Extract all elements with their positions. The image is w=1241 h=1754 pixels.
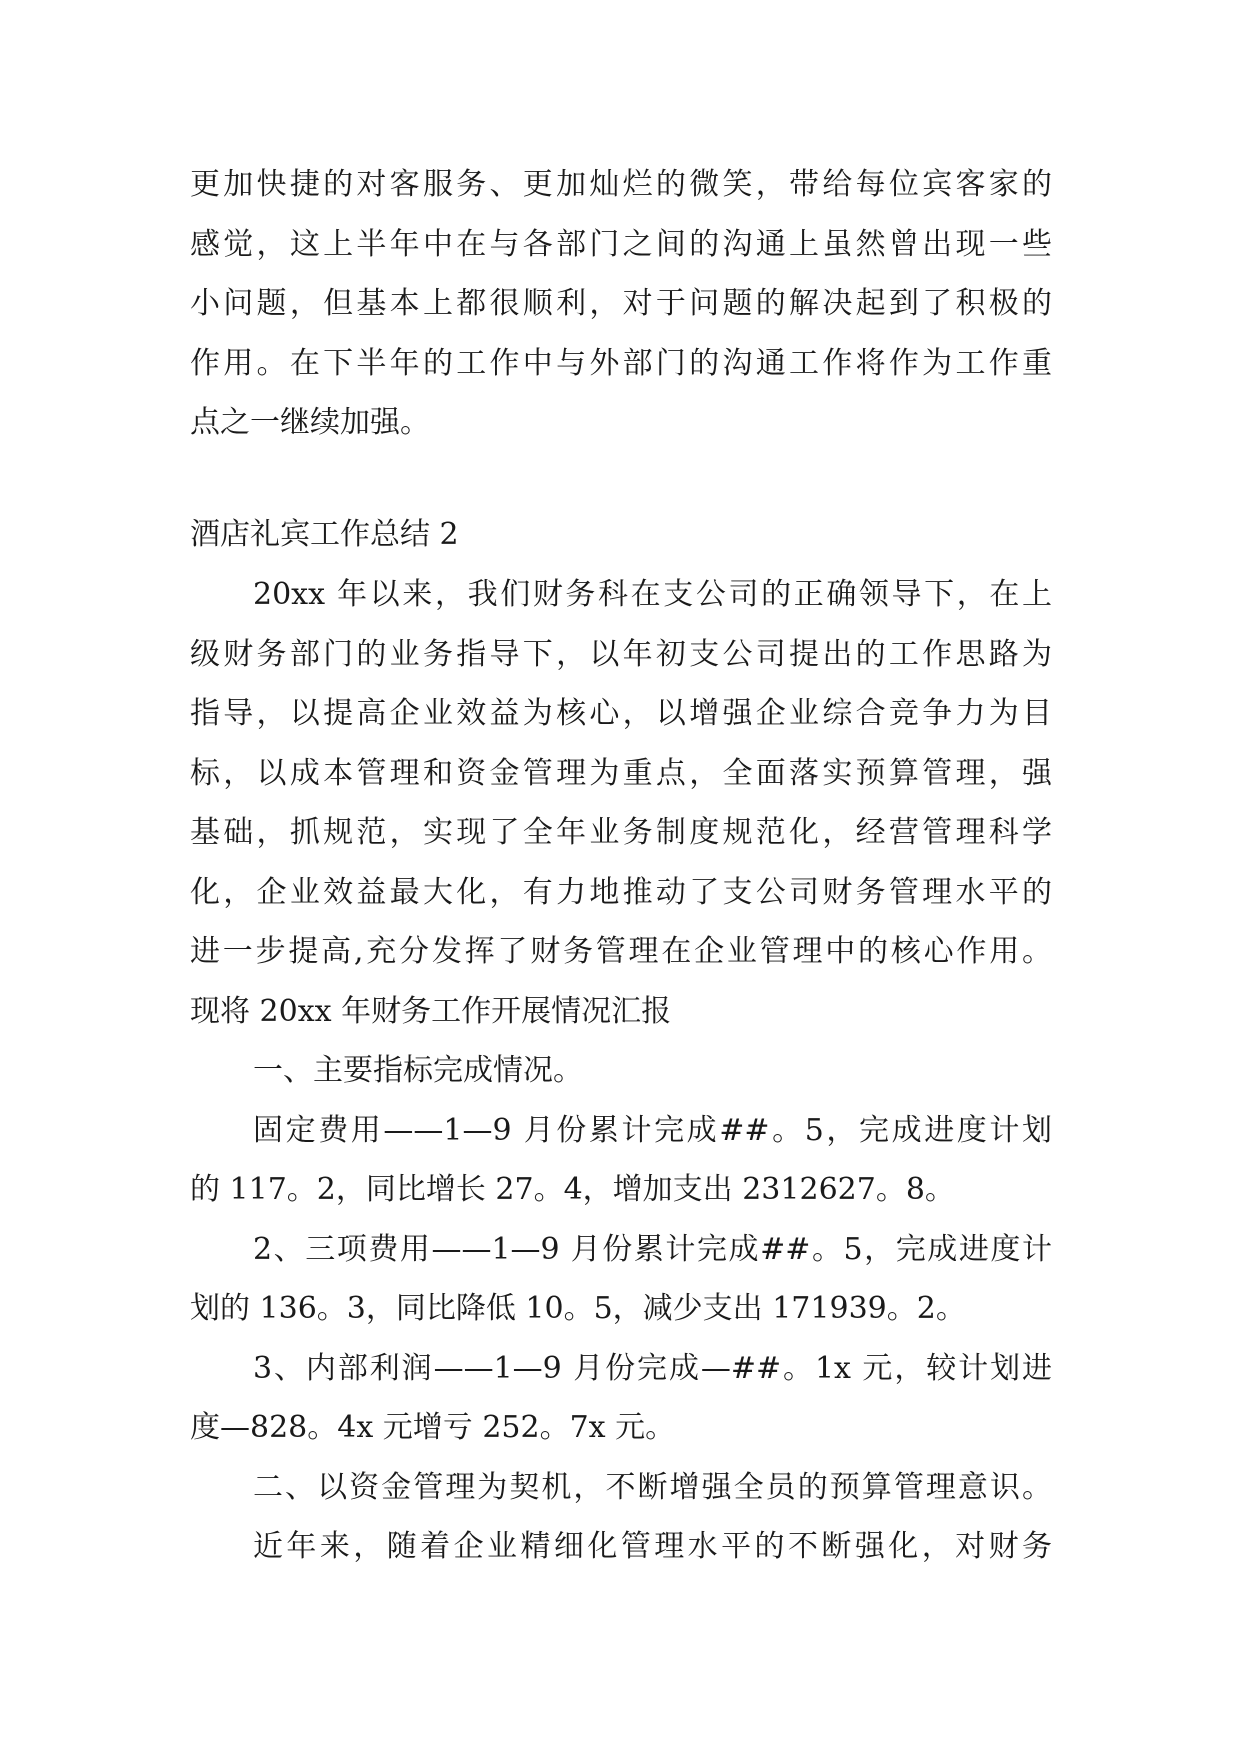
text-line: 2、三项费用——1—9 月份累计完成##。5，完成进度计: [253, 1231, 1052, 1267]
section-heading-block: [190, 505, 1052, 565]
text-line: 感觉，这上半年中在与各部门之间的沟通上虽然曾出现一些: [190, 226, 1052, 262]
text-line: 基础，抓规范，实现了全年业务制度规范化，经营管理科学: [190, 815, 1052, 850]
intro-paragraph: [190, 155, 1052, 453]
text-line: 现将 20xx 年财务工作开展情况汇报: [190, 993, 672, 1029]
text-line: 作用。在下半年的工作中与外部门的沟通工作将作为工作重: [190, 345, 1052, 381]
text-line: 的 117。2，同比增长 27。4，增加支出 2312627。8。: [190, 1172, 955, 1207]
text-line: 级财务部门的业务指导下，以年初支公司提出的工作思路为: [190, 636, 1052, 672]
section-title: 酒店礼宾工作总结 2: [190, 517, 459, 552]
text-line: 化，企业效益最大化，有力地推动了支公司财务管理水平的: [190, 874, 1052, 910]
text-line: 固定费用——1—9 月份累计完成##。5，完成进度计划: [253, 1112, 1052, 1148]
text-line: 进一步提高,充分发挥了财务管理在企业管理中的核心作用。: [190, 934, 1052, 969]
subheading: 一、主要指标完成情况。: [253, 1053, 583, 1088]
text-line: 标，以成本管理和资金管理为重点，全面落实预算管理，强: [190, 755, 1052, 791]
text-line: 指导，以提高企业效益为核心，以增强企业综合竞争力为目: [190, 696, 1052, 731]
text-line: 3、内部利润——1—9 月份完成—##。1x 元，较计划进: [253, 1350, 1052, 1386]
report-body: [190, 565, 1052, 1577]
text-line: 点之一继续加强。: [190, 405, 430, 440]
text-line: 度—828。4x 元增亏 252。7x 元。: [190, 1410, 676, 1445]
subheading: 二、以资金管理为契机，不断增强全员的预算管理意识。: [253, 1469, 1052, 1505]
text-line: 小问题，但基本上都很顺利，对于问题的解决起到了积极的: [190, 286, 1052, 321]
text-line: 近年来，随着企业精细化管理水平的不断强化，对财务: [253, 1529, 1052, 1564]
text-line: 20xx 年以来，我们财务科在支公司的正确领导下，在上: [253, 577, 1052, 612]
text-line: 划的 136。3，同比降低 10。5，减少支出 171939。2。: [190, 1291, 966, 1326]
text-line: 更加快捷的对客服务、更加灿烂的微笑，带给每位宾客家的: [190, 167, 1052, 202]
